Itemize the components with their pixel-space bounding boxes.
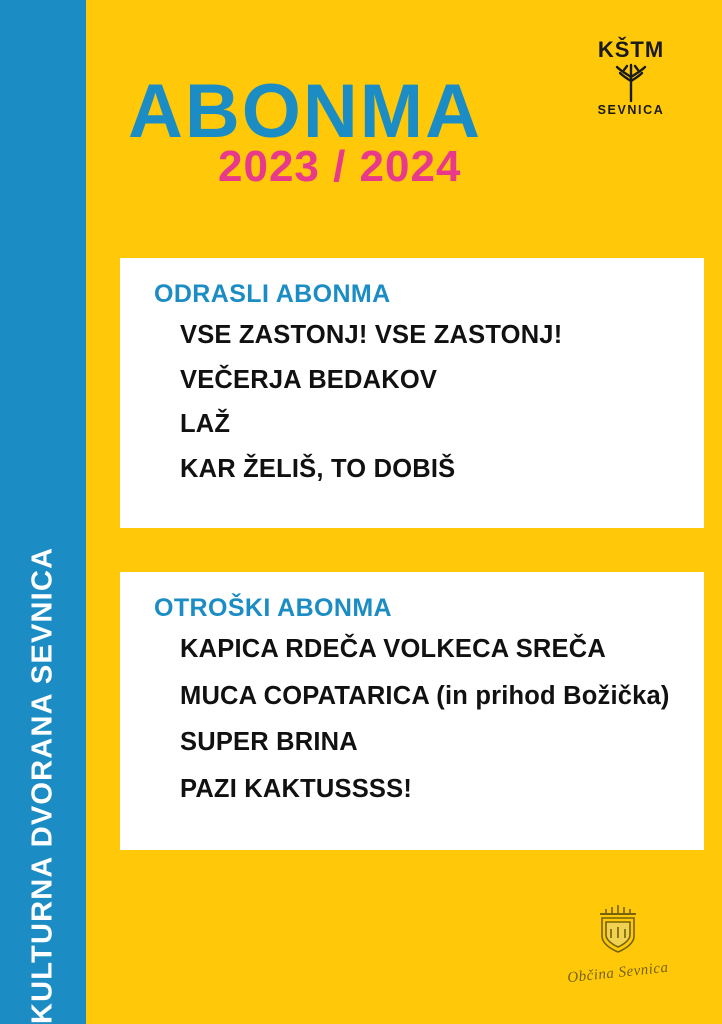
section-adults-list: [146, 323, 678, 482]
municipality-crest: [560, 902, 676, 987]
kstm-logo: [580, 38, 682, 117]
section-children: [120, 572, 704, 850]
crest-signature: Občina Sevnica: [566, 959, 670, 987]
list-item: SUPER BRINA: [180, 728, 358, 756]
section-adults-heading: ODRASLI ABONMA: [154, 280, 391, 308]
coat-of-arms-icon: [560, 902, 676, 963]
tree-icon: [580, 61, 682, 103]
side-stripe: [0, 0, 86, 1024]
section-children-heading: OTROŠKI ABONMA: [154, 594, 392, 622]
list-item: VEČERJA BEDAKOV: [180, 365, 438, 394]
side-stripe-label: KULTURNA DVORANA SEVNICA: [26, 546, 59, 1024]
kstm-logo-subtitle: SEVNICA: [597, 103, 665, 118]
poster-header: [86, 0, 722, 240]
section-children-list: [146, 637, 678, 802]
page-title: ABONMA: [128, 69, 482, 154]
list-item: PAZI KAKTUSSSS!: [180, 774, 413, 803]
list-item: KAPICA RDEČA VOLKECA SREČA: [180, 635, 606, 663]
list-item: KAR ŽELIŠ, TO DOBIŠ: [180, 454, 456, 483]
season-label: 2023 / 2024: [218, 142, 462, 191]
section-adults: [120, 258, 704, 528]
list-item: LAŽ: [180, 410, 231, 438]
kstm-logo-name: KŠTM: [597, 37, 665, 62]
list-item: VSE ZASTONJ! VSE ZASTONJ!: [180, 321, 563, 349]
list-item: MUCA COPATARICA (in prihod Božička): [180, 681, 670, 710]
